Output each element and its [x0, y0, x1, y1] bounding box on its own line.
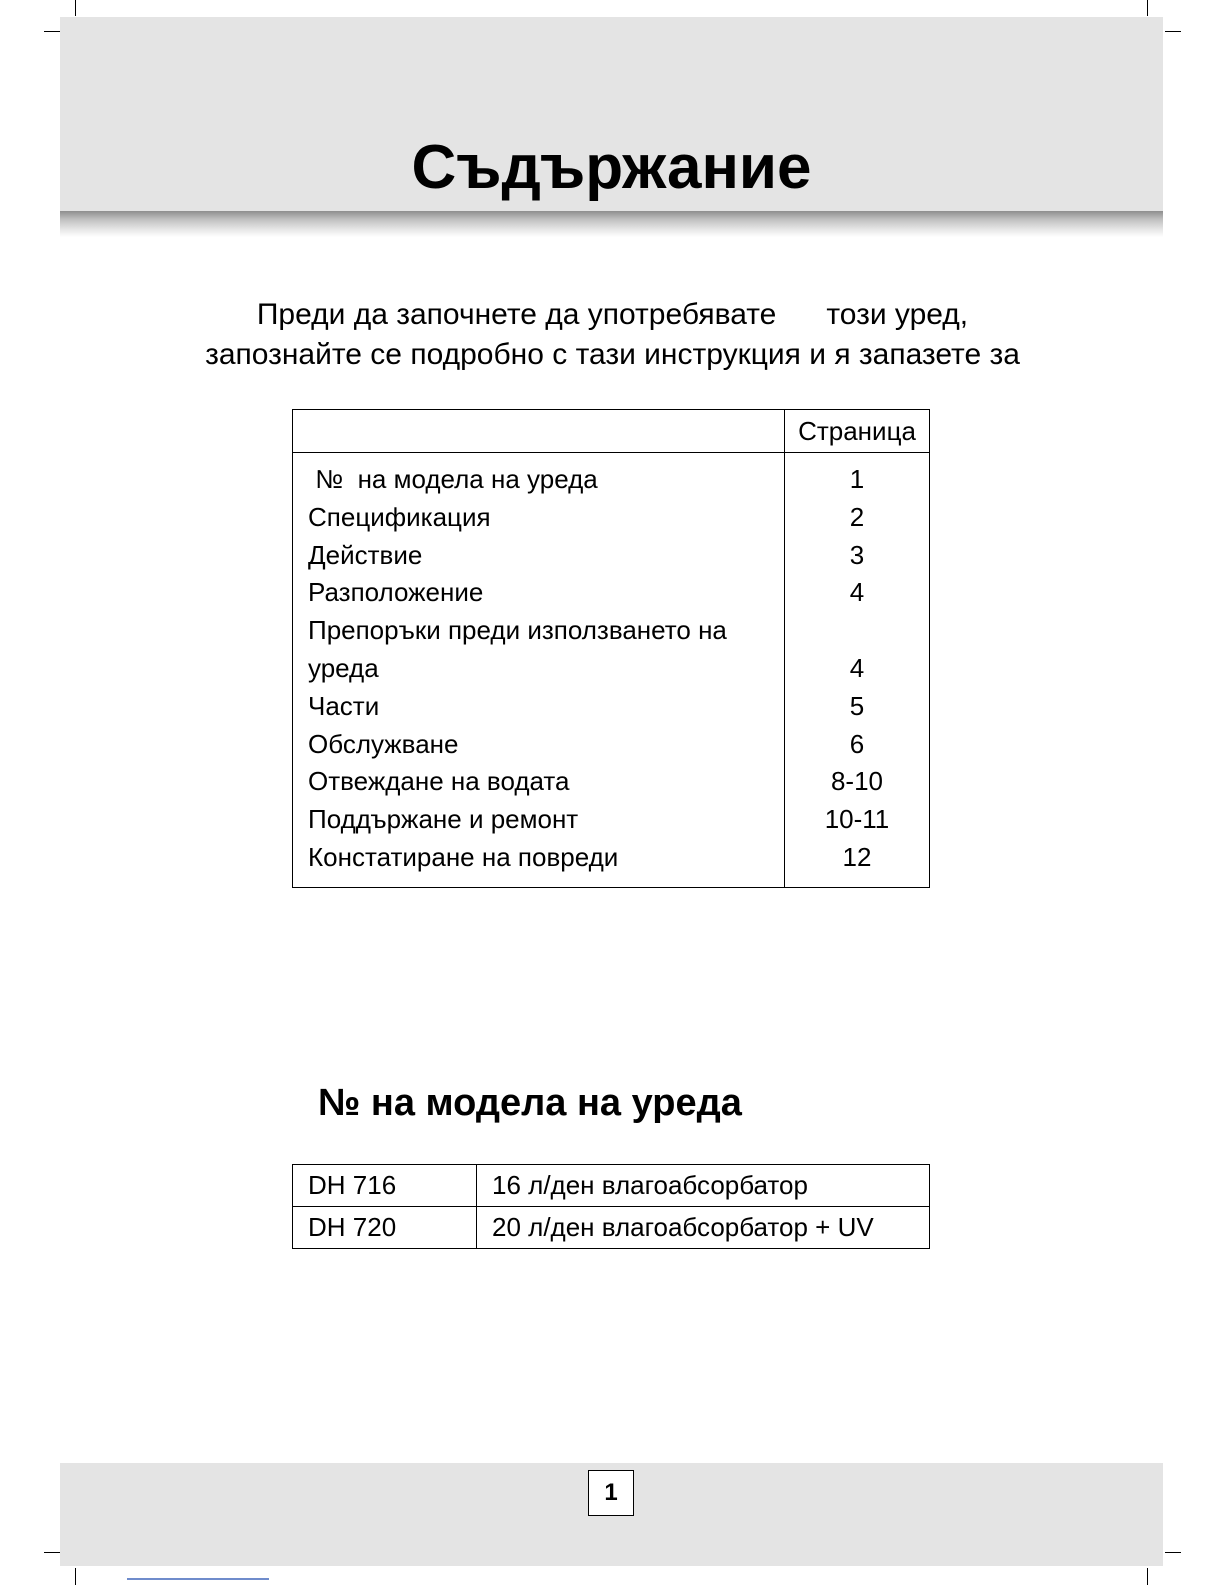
model-row	[293, 1165, 930, 1207]
toc-item: Спецификация	[308, 501, 491, 532]
toc-item: Поддържане и ремонт	[308, 804, 579, 835]
toc-item: Препоръки преди използването на	[308, 615, 727, 646]
intro-text	[120, 295, 1105, 375]
crop-mark	[44, 31, 60, 32]
toc-page-number: 8-10	[830, 766, 884, 797]
model-description: 20 л/ден влагоабсорбатор + UV	[477, 1207, 930, 1249]
toc-page-number	[785, 612, 929, 650]
model-row	[293, 1207, 930, 1249]
toc-item: Части	[308, 690, 380, 721]
toc-page-number: 10-11	[824, 804, 890, 835]
toc-page-header: Страница	[785, 410, 930, 453]
page-number: 1	[588, 1470, 634, 1516]
toc-item: Обслужване	[308, 728, 459, 759]
toc-header-blank	[293, 410, 785, 453]
toc-page-number: 12	[842, 841, 872, 872]
toc-item: № на модела на уреда	[308, 464, 598, 494]
crop-mark	[44, 1552, 60, 1553]
footer-link-underline	[127, 1578, 269, 1580]
toc-page-number: 1	[849, 464, 865, 494]
model-table	[292, 1164, 930, 1249]
crop-mark	[1165, 1552, 1181, 1553]
toc-page-number: 4	[849, 577, 865, 608]
toc-page-number: 5	[849, 690, 865, 721]
crop-mark	[1147, 1568, 1148, 1585]
toc-pages-column	[785, 453, 930, 888]
toc-item: уреда	[308, 652, 379, 683]
toc-item: Констатиране на повреди	[308, 841, 619, 872]
toc-item: Действие	[308, 539, 423, 570]
toc-table	[292, 409, 930, 888]
crop-mark	[1165, 31, 1181, 32]
model-code: DH 720	[293, 1207, 477, 1249]
toc-items-column	[293, 453, 785, 888]
toc-page-number: 4	[849, 652, 865, 683]
toc-header-row	[293, 410, 930, 453]
toc-page-number: 2	[849, 501, 865, 532]
crop-mark	[75, 1568, 76, 1585]
toc-page-number: 3	[849, 539, 865, 570]
toc-item: Отвеждане на водата	[308, 766, 570, 797]
model-code: DH 716	[293, 1165, 477, 1207]
intro-line: Преди да започнете да употребявате този уред,	[256, 298, 969, 331]
header-shadow	[60, 211, 1163, 237]
model-section-title: № на модела на уреда	[318, 1082, 742, 1124]
intro-line: запознайте се подробно с тази инструкция и я запазете за	[205, 338, 1020, 371]
toc-body-row	[293, 453, 930, 888]
crop-mark	[75, 0, 76, 16]
page-title: Съдържание	[411, 133, 812, 202]
toc-item: Разположение	[308, 577, 484, 608]
toc-page-number: 6	[849, 728, 865, 759]
model-description: 16 л/ден влагоабсорбатор	[477, 1165, 930, 1207]
crop-mark	[1147, 0, 1148, 16]
